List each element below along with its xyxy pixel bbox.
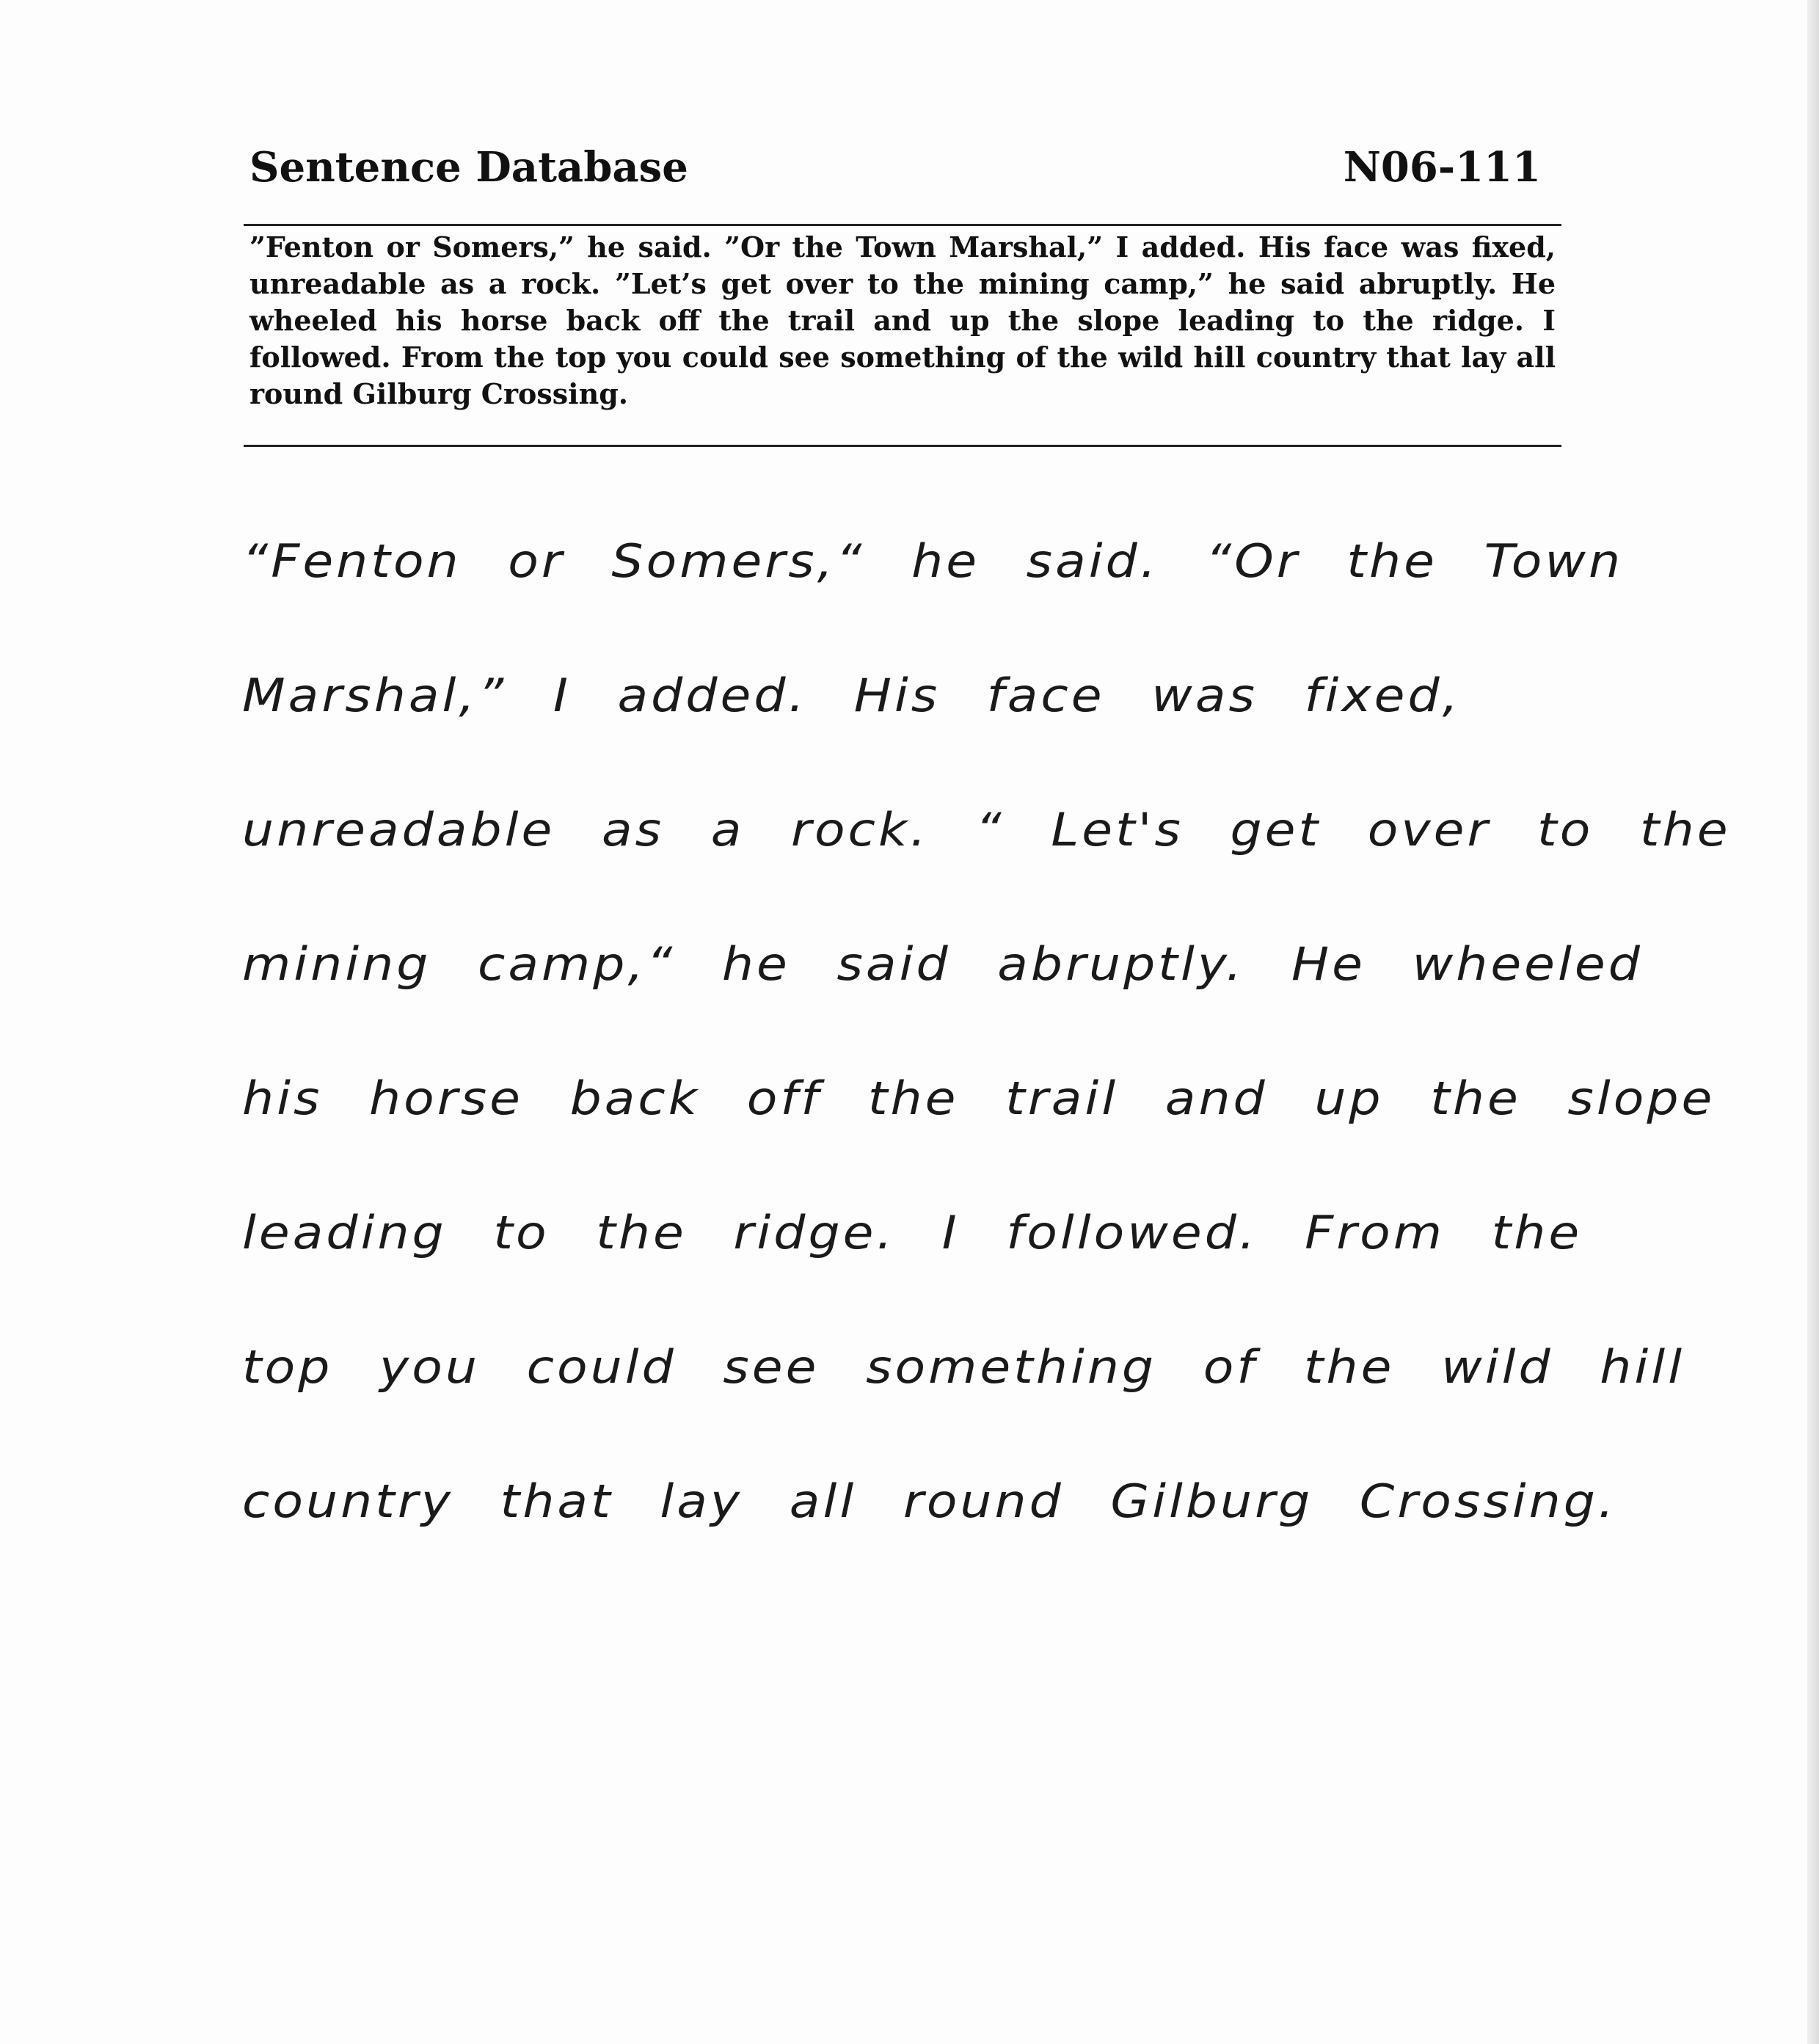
handwritten-line-1: “Fenton or Somers,“ he said. “Or the Town [242, 535, 1624, 589]
top-divider [244, 224, 1561, 226]
handwritten-line-6: leading to the ridge. I followed. From the [242, 1207, 1583, 1260]
printed-sentence-text: ”Fenton or Somers,” he said. ”Or the Town Marshal,” I added. His face was fixed, unreadable as a rock. ”Let’s get over to the mining camp,” he said abruptly. He wheeled his horse back off the trail and up the slope leading to the ridge. I followed. From the top you could see something of the wild hill country that lay all round Gilburg Crossing. [249, 230, 1556, 410]
handwritten-line-3: unreadable as a rock. “ Let's get over to the [242, 804, 1731, 857]
handwritten-line-2: Marshal,” I added. His face was fixed, [242, 669, 1462, 723]
page-edge-shadow [1807, 0, 1819, 2044]
handwritten-text-block [242, 528, 1731, 1603]
bottom-divider [244, 445, 1561, 447]
form-header [249, 143, 1541, 202]
handwritten-line-5: his horse back off the trail and up the slope [242, 1072, 1716, 1126]
handwritten-line-8: country that lay all round Gilburg Crossing. [242, 1475, 1617, 1529]
header-title: Sentence Database [249, 143, 688, 192]
handwritten-line-7: top you could see something of the wild hill [242, 1341, 1685, 1394]
form-id: N06-111 [1343, 143, 1541, 192]
handwritten-line-4: mining camp,“ he said abruptly. He wheeled [242, 938, 1643, 992]
